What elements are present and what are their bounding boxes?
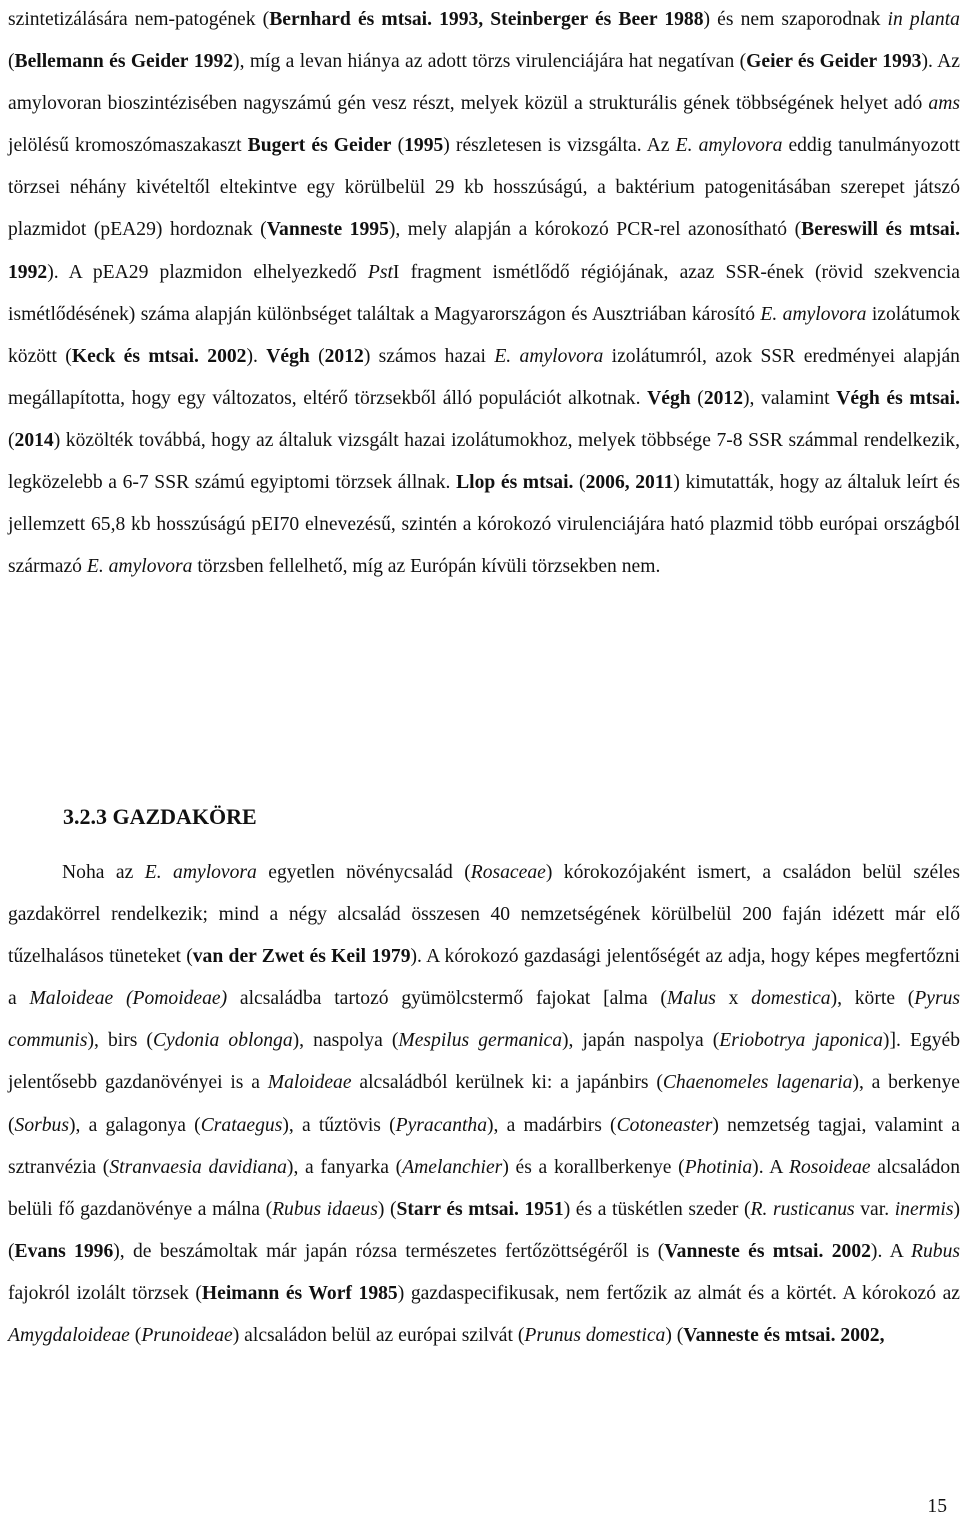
italic-text: Rubus idaeus [272,1198,378,1220]
text-run: ). A kórokozó gazdasági jelentőségét az adja, hogy képes megfertőzni a [8,946,960,1010]
text-run: ( [573,472,586,494]
italic-text: Prunoideae [141,1325,233,1347]
text-run: ) kimutatták, hogy az általuk leírt és jellemzett 65,8 kb hosszúságú pEI70 elnevezésű, szintén a kórokozó virulenciájára ható plazmid több európai országból származó [8,472,960,578]
italic-text: Chaenomeles lagenaria [662,1072,853,1094]
citation-text: Végh és mtsai. [836,387,960,409]
italic-text: ams [928,93,960,115]
text-run: ), körte ( [830,988,915,1010]
text-run: ) alcsaládon belül az európai szilvát ( [232,1325,525,1347]
text-run: ) kórokozójaként ismert, a családon belül széles gazdakörrel rendelkezik; mind a négy alcsalád összesen 40 nemzetségének körülbelül 200 faján idézett már elő tűzelhalásos tüneteket ( [8,862,960,968]
citation-text: Vanneste és mtsai. [683,1325,836,1347]
citation-text: 1992 [193,51,234,73]
text-run: ) közölték továbbá, hogy az általuk vizsgált hazai izolátumokhoz, melyek többsége 7-8 SSR számmal rendelkezik, legközelebb a 6-7 SSR számú egyiptomi törzsek állnak. [8,429,960,494]
citation-text: Starr és mtsai. [396,1198,519,1220]
italic-text: Stranvaesia davidiana [109,1156,287,1178]
text-run: alcsaládon belüli fő gazdanövénye a málna ( [8,1156,960,1220]
text-run: ), a madárbirs ( [487,1114,617,1136]
text-run: ) és a korallberkenye ( [502,1156,685,1178]
text-run: törzsben fellelhető, míg az Európán kívüli törzsekben nem. [192,556,661,578]
italic-text: Crataegus [200,1114,283,1136]
text-run: ( [8,429,15,451]
text-run: ). [246,345,267,367]
citation-text: 2014 [14,429,54,451]
italic-text: Prunus domestica [524,1325,666,1347]
text-run: ) gazdaspecifikusak, nem fertőzik az almát és a körtét. A kórokozó az [397,1282,960,1304]
italic-text: E. amylovora [675,135,783,157]
italic-text: Maloideae (Pomoideae) [29,988,228,1010]
text-run: I fragment ismétlődő régiójának, azaz SSR-ének (rövid szekvencia ismétlődésének) száma alapján különbséget találtak a Magyarországon és Ausztriában károsító [8,261,960,325]
text-run: ). A [870,1240,912,1262]
section-heading: 3.2.3 GAZDAKÖRE [63,804,257,829]
text-run: ) ( [377,1198,397,1220]
text-run: )]. Egyéb jelentősebb gazdanövényei is a [8,1030,960,1094]
text-run: ) nemzetség tagjai, valamint a sztranvézia ( [8,1114,960,1178]
text-run: ), birs ( [87,1030,153,1052]
citation-text: 2006, 2011 [585,472,674,494]
text-run: ), naspolya ( [292,1030,399,1052]
text-run: ). A pEA29 plazmidon elhelyezkedő [47,261,368,283]
text-run: izolátumról, azok SSR eredményei alapján megállapította, hogy egy változatos, eltérő törzsekből álló populációt alkotnak. [8,345,960,409]
text-run: ( [391,135,405,157]
citation-text: Bugert és Geider [247,135,392,157]
page-number: 15 [927,1496,947,1517]
text-run: ( [129,1325,142,1347]
citation-text: Evans 1996 [14,1240,114,1262]
italic-text: Cotoneaster [616,1114,713,1136]
italic-text: Rosoideae [788,1156,871,1178]
citation-text: 1992 [8,261,48,283]
text-run: ), a berkenye ( [8,1072,960,1136]
citation-text: van der Zwet és Keil 1979 [192,946,411,968]
text-run: ), a fanyarka ( [286,1156,403,1178]
italic-text: domestica [751,988,831,1010]
text-run: x [715,988,752,1010]
text-run: ), a galagonya ( [68,1114,201,1136]
text-run: ( [690,387,704,409]
citation-text: Llop és mtsai. [456,472,574,494]
text-run: ), valamint [743,387,837,409]
italic-text: Pst [367,261,393,283]
italic-text: inermis [894,1198,954,1220]
italic-text: Cydonia oblonga [152,1030,293,1052]
italic-text: Amelanchier [402,1156,503,1178]
citation-text: 2002 [831,1240,871,1262]
text-run [823,1241,831,1262]
italic-text: E. amylovora [760,303,867,325]
text-run: ), míg a levan hiánya az adott törzs virulenciájára hat negatívan ( [233,51,747,73]
text-run: ) részletesen is vizsgálta. Az [443,135,676,157]
italic-text: Sorbus [14,1114,69,1136]
citation-text: 1995 [404,135,444,157]
italic-text: Maloideae [267,1072,352,1094]
italic-text: R. rusticanus [750,1198,855,1220]
citation-text: 1951 [524,1198,564,1220]
text-run: ) és nem szaporodnak [703,9,888,30]
citation-text: Bellemann és Geider [14,51,189,73]
citation-text: Keck és mtsai. [71,345,199,367]
italic-text: Pyracantha [395,1114,488,1136]
italic-text: Rosaceae [470,862,546,883]
italic-text: Mespilus germanica [398,1030,563,1052]
text-run: var. [854,1198,895,1220]
citation-text: Végh [647,387,691,409]
italic-text: Eriobotrya japonica [719,1030,883,1052]
citation-text: 1993, Steinberger és Beer 1988 [439,9,704,30]
text-run: ) ( [665,1325,684,1347]
text-run: alcsaládból kerülnek ki: a japánbirs ( [351,1072,663,1094]
citation-text: Bereswill és mtsai. [801,219,960,241]
italic-text: E. amylovora [86,556,193,578]
citation-text: Vanneste és mtsai. [664,1240,824,1262]
italic-text: Malus [666,988,716,1010]
text-run: eddig tanulmányozott törzsei néhány kivételtől eltekintve egy körülbelül 29 kb hosszúságú, a baktérium patogenitásában szerepet játszó plazmidot (pEA29) hordoznak ( [8,135,960,241]
body-paragraph-2 [8,852,960,1357]
citation-text: 2012 [324,345,364,367]
text-run: ), mely alapján a kórokozó PCR-rel azonosítható ( [388,219,802,241]
italic-text: E. amylovora [144,862,257,883]
italic-text: E. amylovora [494,345,604,367]
text-run: izolátumok között ( [8,303,960,367]
text-run: ), japán naspolya ( [562,1030,720,1052]
text-run: egyetlen növénycsalád ( [256,862,471,883]
citation-text: Heimann és Worf 1985 [201,1282,398,1304]
text-run: ) számos hazai [363,345,495,367]
citation-text: Bernhard és mtsai. [269,9,432,30]
citation-text: 2012 [703,387,744,409]
text-run: szintetizálására nem-patogének ( [8,9,270,30]
text-run: alcsaládba tartozó gyümölcstermő fajokat [alma ( [227,988,667,1010]
text-run: ) ( [8,1198,960,1262]
text-run: jelölésű kromoszómaszakaszt [8,135,248,157]
text-run: ), a tűztövis ( [282,1114,396,1136]
citation-text: 2002 [207,345,247,367]
text-run: ). A [752,1156,789,1178]
body-paragraph-1 [8,0,960,588]
italic-text: in planta [887,9,960,30]
text-run: ). Az amylovoran bioszintézisében nagyszámú gén vesz részt, melyek közül a strukturális gének többségének helyet adó [8,51,960,115]
italic-text: Amygdaloideae [8,1325,130,1347]
italic-text: Pyrus communis [8,988,960,1052]
text-run: ) és a tüskétlen szeder ( [563,1198,751,1220]
citation-text: Geier és Geider 1993 [746,51,922,73]
text-run: ( [8,51,15,73]
text-run: fajokról izolált törzsek ( [8,1282,202,1304]
text-run: ( [309,345,325,367]
text-run: ), de beszámoltak már japán rózsa természetes fertőzöttségéről is ( [113,1240,665,1262]
italic-text: Rubus [911,1240,960,1262]
citation-text: Végh [266,345,310,367]
italic-text: Photinia [684,1156,753,1178]
text-run: Noha az [62,862,145,883]
citation-text: 2002, [840,1325,885,1347]
citation-text: Vanneste 1995 [266,219,389,241]
